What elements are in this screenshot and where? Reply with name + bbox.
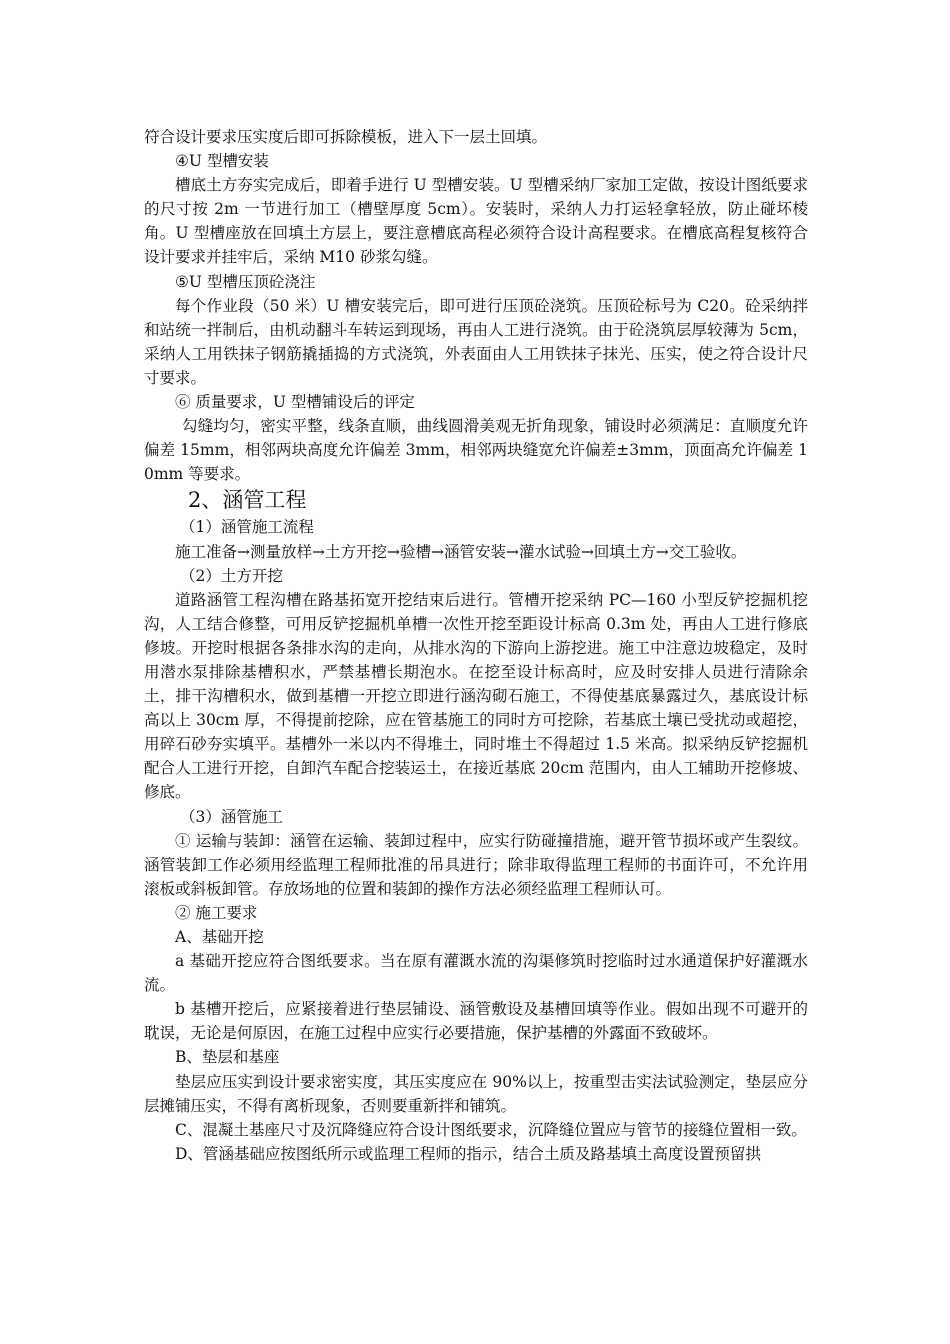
document-body	[144, 125, 808, 1166]
paragraph-quality-requirements: 勾缝均匀，密实平整，线条直顺，曲线圆滑美观无折角现象，铺设时必须满足：直顺度允许偏差 15mm，相邻两块高度允许偏差 3mm，相邻两块缝宽允许偏差±3mm，顶面高允许偏差 10mm 等要求。	[144, 417, 808, 484]
heading-construction-requirements: ② 施工要求	[175, 903, 258, 922]
heading-quality-requirements: ⑥ 质量要求，U 型槽铺设后的评定	[175, 393, 415, 412]
section-heading-culvert: 2、涵管工程	[188, 488, 307, 513]
heading-earth-excavation: （2）土方开挖	[180, 566, 283, 585]
paragraph-u-trough-install: 槽底土方夯实完成后，即着手进行 U 型槽安装。U 型槽采纳厂家加工定做，按设计图纸要求的尺寸按 2m 一节进行加工（槽壁厚度 5cm）。安装时，采纳人力打运轻拿轻放，防止碰坏棱角。U 型槽座放在回填土方层上，要注意槽底高程必须符合设计高程要求。在槽底高程复核符合设计要求并挂牢后，采纳 M10 砂浆勾缝。	[144, 176, 808, 267]
heading-cushion-base: B、垫层和基座	[175, 1048, 280, 1067]
paragraph-earth-excavation: 道路涵管工程沟槽在路基拓宽开挖结束后进行。管槽开挖采纳 PC—160 小型反铲挖掘机挖沟，人工结合修整，可用反铲挖掘机单槽一次性开挖至距设计标高 0.3m 处，再由人工进行修底修坡。开挖时根据各条排水沟的走向，从排水沟的下游向上游挖进。施工中注意边坡稳定，及时用潜水泵排除基槽积水，严禁基槽长期泡水。在挖至设计标高时，应及时安排人员进行清除余土，排干沟槽积水，做到基槽一开挖立即进行涵沟砌石施工，不得使基底暴露过久，基底设计标高以上 30cm 厚，不得提前挖除，应在管基施工的同时方可挖除，若基底土壤已受扰动或超挖，用碎石砂夯实填平。基槽外一米以内不得堆土，同时堆土不得超过 1.5 米高。拟采纳反铲挖掘机配合人工进行开挖，自卸汽车配合挖装运土，在接近基底 20cm 范围内，由人工辅助开挖修坡、修底。	[144, 590, 808, 802]
paragraph-item-b: b 基槽开挖后，应紧接着进行垫层铺设、涵管敷设及基槽回填等作业。假如出现不可避开的耽误，无论是何原因，在施工过程中应实行必要措施，保护基槽的外露面不致破坏。	[144, 1000, 808, 1043]
paragraph-culvert-process: 施工准备→测量放样→土方开挖→验槽→涵管安装→灌水试验→回填土方→交工验收。	[175, 542, 747, 561]
paragraph-item-a: a 基础开挖应符合图纸要求。当在原有灌溉水流的沟渠修筑时挖临时过水通道保护好灌溉水流。	[144, 952, 808, 995]
paragraph-item-c: C、混凝土基座尺寸及沉降缝应符合设计图纸要求，沉降缝位置应与管节的接缝位置相一致。	[175, 1120, 807, 1139]
paragraph-transport-loading: ① 运输与装卸：涵管在运输、装卸过程中，应实行防碰撞措施，避开管节损坏或产生裂纹。涵管装卸工作必须用经监理工程师批准的吊具进行；除非取得监理工程师的书面许可，不允许用滚板或斜板卸管。存放场地的位置和装卸的操作方法必须经监理工程师认可。	[144, 831, 808, 898]
heading-foundation-excavation: A、基础开挖	[175, 928, 264, 946]
heading-u-trough-install: ④U 型槽安装	[175, 152, 269, 171]
heading-culvert-process: （1）涵管施工流程	[180, 518, 314, 537]
heading-coping-pour: ⑤U 型槽压顶砼浇注	[175, 272, 316, 291]
paragraph-item-d: D、管涵基础应按图纸所示或监理工程师的指示，结合土质及路基填土高度设置预留拱	[175, 1144, 761, 1163]
paragraph-backfill-end: 符合设计要求压实度后即可拆除模板，进入下一层土回填。	[144, 128, 548, 146]
paragraph-cushion-base: 垫层应压实到设计要求密实度，其压实度应在 90%以上，按重型击实法试验测定，垫层应分层摊铺压实，不得有离析现象，否则要重新拌和铺筑。	[144, 1072, 808, 1115]
heading-culvert-construction: （3）涵管施工	[180, 807, 283, 826]
paragraph-coping-pour: 每个作业段（50 米）U 槽安装完后，即可进行压顶砼浇筑。压顶砼标号为 C20。砼采纳拌和站统一拌制后，由机动翻斗车转运到现场，再由人工进行浇筑。由于砼浇筑层厚较薄为 5cm，采纳人工用铁抹子钢筋撬插捣的方式浇筑，外表面由人工用铁抹子抹光、压实，使之符合设计尺寸要求。	[144, 296, 808, 387]
